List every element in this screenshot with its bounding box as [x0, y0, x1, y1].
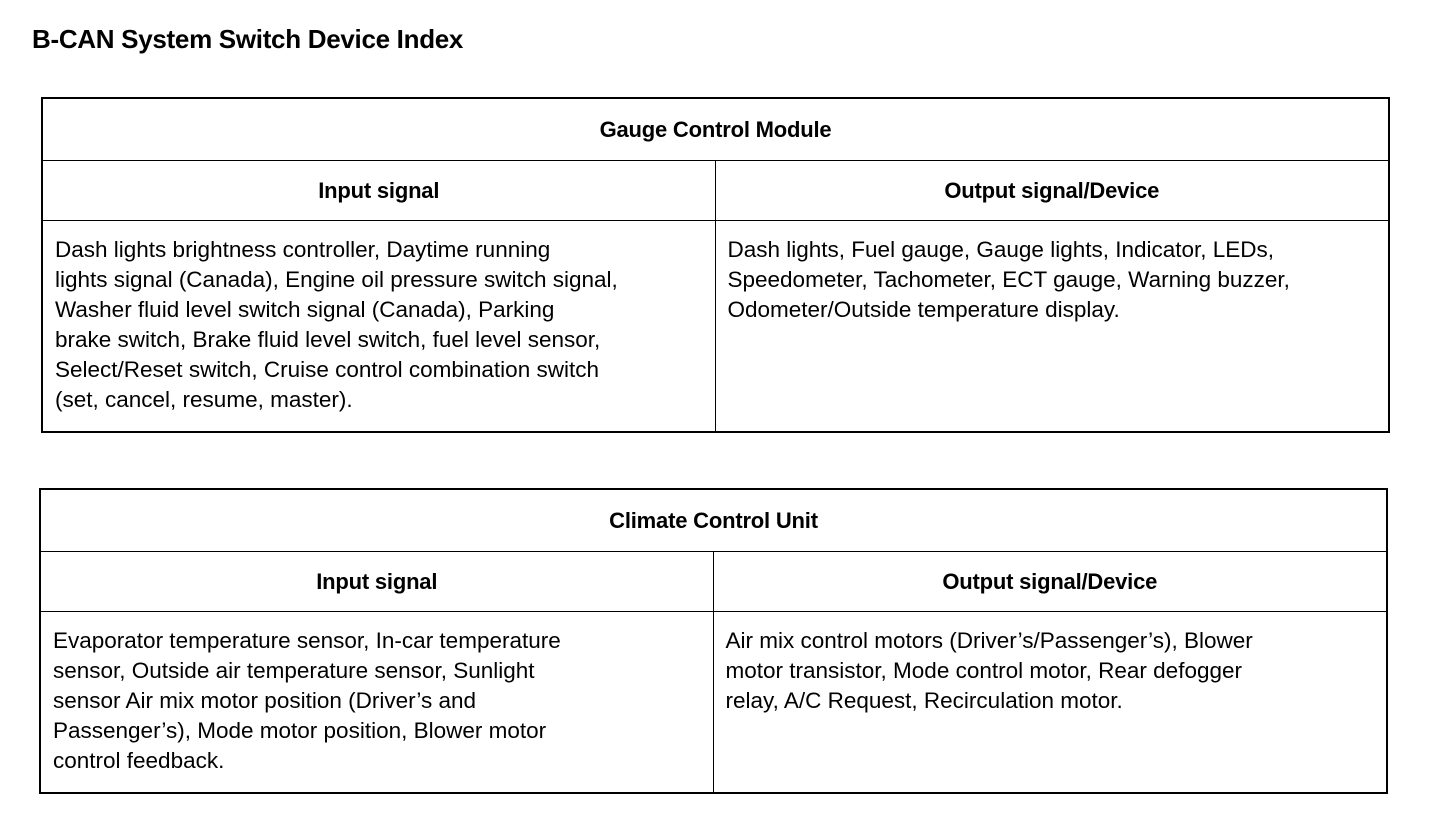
text-line: Select/Reset switch, Cruise control combination switch: [55, 357, 599, 382]
text-line: Air mix control motors (Driver’s/Passenger’s), Blower: [725, 628, 1253, 653]
text-line: motor transistor, Mode control motor, Rear defogger: [725, 658, 1242, 683]
text-line: Passenger’s), Mode motor position, Blower motor: [53, 718, 547, 743]
table-title: Gauge Control Module: [42, 98, 1389, 161]
text-line: sensor, Outside air temperature sensor, Sunlight: [53, 658, 535, 683]
column-header-output: Output signal/Device: [713, 552, 1387, 612]
gauge-control-module-table: [41, 97, 1390, 433]
output-device-cell: [713, 612, 1387, 794]
text-line: Evaporator temperature sensor, In-car temperature: [53, 628, 561, 653]
table-title: Climate Control Unit: [40, 489, 1387, 552]
climate-control-unit-table: [39, 488, 1388, 794]
text-line: (set, cancel, resume, master).: [55, 387, 353, 412]
text-line: Odometer/Outside temperature display.: [727, 297, 1120, 322]
text-line: Dash lights brightness controller, Daytime running: [55, 237, 551, 262]
text-line: lights signal (Canada), Engine oil pressure switch signal,: [55, 267, 618, 292]
page-title: B-CAN System Switch Device Index: [32, 24, 464, 54]
output-device-cell: [715, 221, 1389, 433]
column-header-input: Input signal: [42, 161, 715, 221]
text-line: relay, A/C Request, Recirculation motor.: [725, 688, 1123, 713]
input-signal-cell: [40, 612, 713, 794]
column-header-input: Input signal: [40, 552, 713, 612]
input-signal-cell: [42, 221, 715, 433]
text-line: Washer fluid level switch signal (Canada), Parking: [55, 297, 555, 322]
column-header-output: Output signal/Device: [715, 161, 1389, 221]
text-line: Speedometer, Tachometer, ECT gauge, Warning buzzer,: [727, 267, 1290, 292]
text-line: control feedback.: [53, 748, 225, 773]
text-line: Dash lights, Fuel gauge, Gauge lights, Indicator, LEDs,: [727, 237, 1275, 262]
text-line: sensor Air mix motor position (Driver’s and: [53, 688, 477, 713]
text-line: brake switch, Brake fluid level switch, fuel level sensor,: [55, 327, 601, 352]
